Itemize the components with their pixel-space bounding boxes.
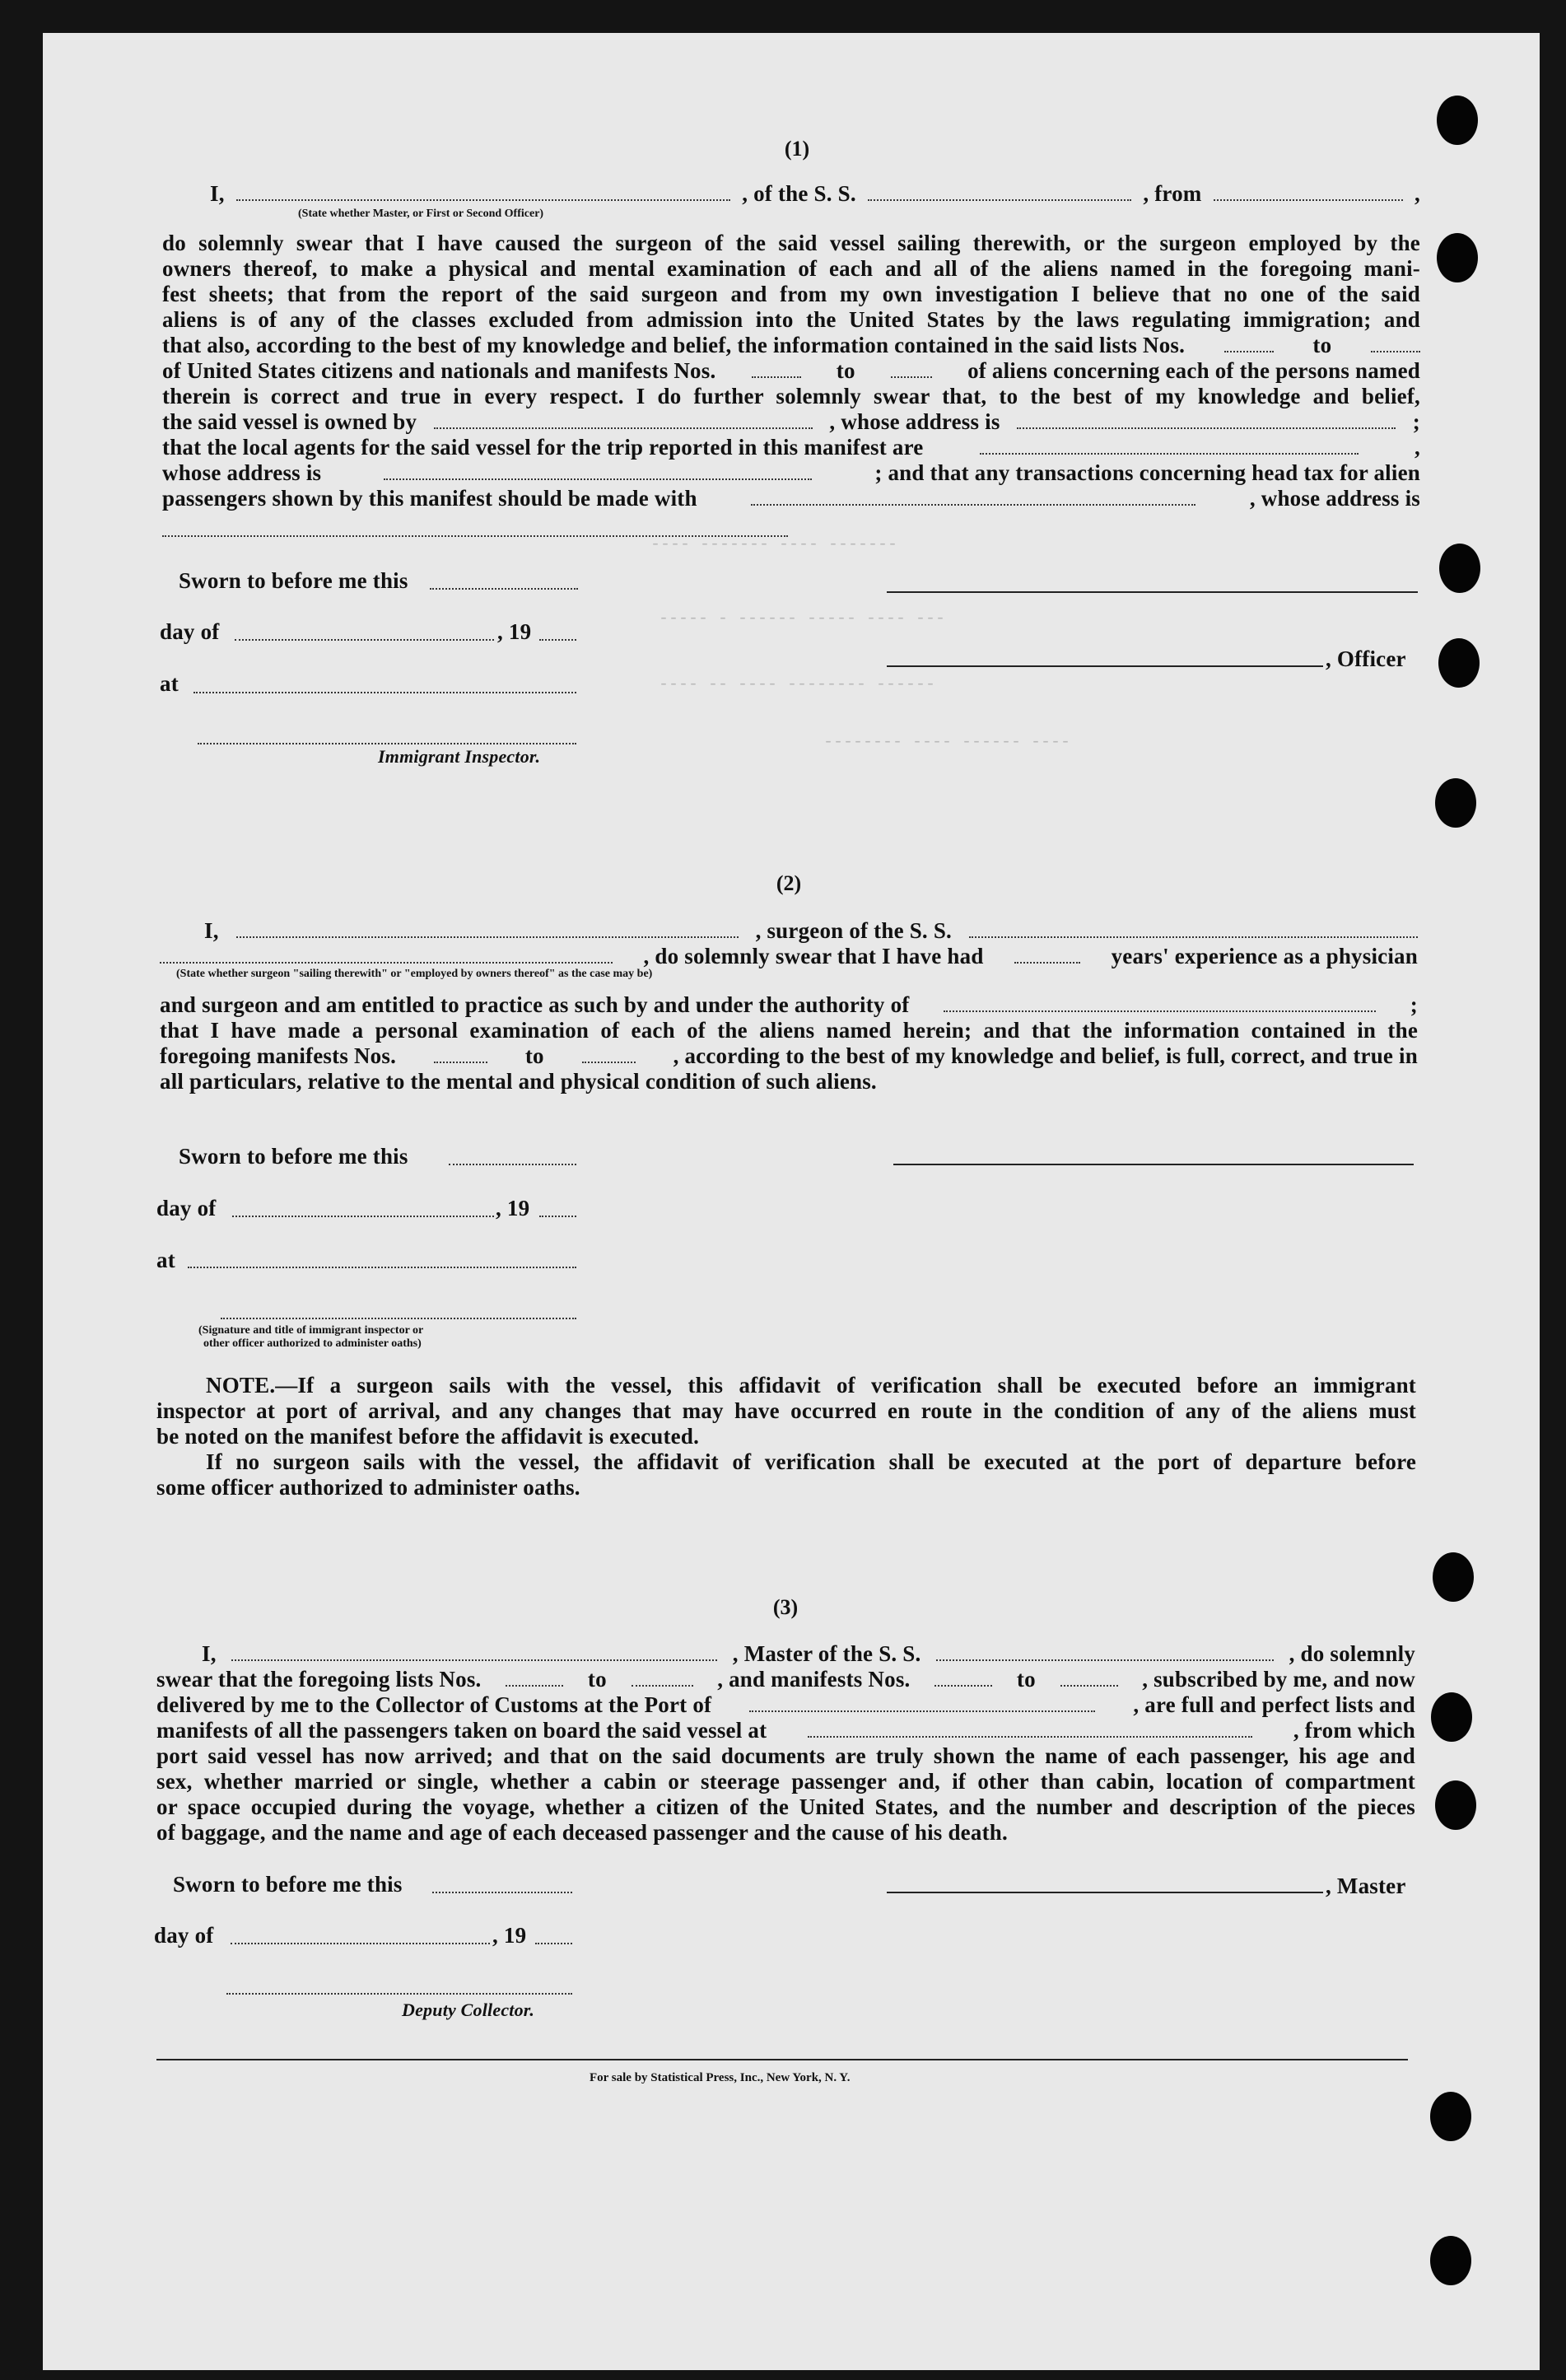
master-signature-line[interactable]	[887, 1892, 1323, 1893]
section-1-at-label: at	[160, 671, 179, 696]
owner-name-blank[interactable]	[434, 413, 813, 429]
bleed-through-marks: -------- ---- ------ ----	[823, 733, 1071, 752]
section-1-lists-line: that also, according to the best of my knowledge and belief, the information contained in the said lists Nos. to	[162, 333, 1420, 358]
note-line: inspector at port of arrival, and any changes that may have occurred en route in the condition of any of the aliens must	[156, 1398, 1416, 1423]
section-1-owner-line: the said vessel is owned by , whose address is ;	[162, 409, 1420, 434]
punch-hole	[1437, 233, 1478, 282]
section-1-paragraph-line: do solemnly swear that I have caused the surgeon of the said vessel sailing therewith, or the surgeon employed by the	[162, 231, 1420, 255]
section-2-manifests-from-blank[interactable]	[434, 1047, 487, 1063]
section-2-first-line: I, , surgeon of the S. S.	[204, 918, 1418, 944]
section-2-month-blank[interactable]	[232, 1216, 494, 1217]
section-2-vessel-blank[interactable]	[969, 922, 1418, 938]
section-1-manifests-line: of United States citizens and nationals and manifests Nos. to of aliens concerning each of the persons named	[162, 358, 1420, 383]
section-3-number: (3)	[772, 1595, 799, 1619]
officer-label: , Officer	[1326, 646, 1406, 671]
punch-hole	[1438, 638, 1480, 688]
section-2-dayof-label: day of	[156, 1196, 217, 1220]
section-3-month-blank[interactable]	[231, 1943, 490, 1944]
section-3-dayof-label: day of	[154, 1923, 214, 1948]
punch-hole	[1439, 544, 1480, 593]
boarding-port-blank[interactable]	[808, 1721, 1252, 1738]
section-2-paragraph-line: all particulars, relative to the mental and physical condition of such aliens.	[160, 1069, 877, 1094]
section-1-year-label: , 19	[497, 619, 532, 644]
punch-hole	[1433, 1552, 1474, 1602]
punch-hole	[1430, 2092, 1471, 2141]
section-1-paragraph-line: owners thereof, to make a physical and mental examination of each and all of the aliens named in the foregoing mani-	[162, 256, 1420, 281]
note-line: some officer authorized to administer oaths.	[156, 1475, 580, 1500]
head-tax-address-blank[interactable]	[162, 535, 788, 537]
section-3-paragraph-line: port said vessel has now arrived; and that on the said documents are truly shown the name of each passenger, his age and	[156, 1743, 1415, 1768]
vessel-name-blank[interactable]	[868, 184, 1131, 201]
section-3-lists-from-blank[interactable]	[506, 1670, 563, 1687]
lists-to-blank[interactable]	[1371, 336, 1420, 352]
punch-hole	[1430, 2236, 1471, 2285]
section-3-paragraph-line: sex, whether married or single, whether a cabin or steerage passenger and, if other than cabin, location of compartment	[156, 1769, 1415, 1794]
section-3-port-line: delivered by me to the Collector of Customs at the Port of , are full and perfect lists and	[156, 1692, 1415, 1717]
section-1-year-blank[interactable]	[539, 639, 576, 641]
section-1-agents-line: that the local agents for the said vessel for the trip reported in this manifest are ,	[162, 435, 1420, 460]
section-2-at-label: at	[156, 1248, 175, 1272]
section-1-dayof-label: day of	[160, 619, 220, 644]
section-2-experience-line: , do solemnly swear that I have had years' experience as a physician	[160, 944, 1418, 969]
immigrant-inspector-label: Immigrant Inspector.	[378, 746, 541, 767]
section-1-paragraph-line: fest sheets; that from the report of the said surgeon and from my own investigation I believe that no one of the said	[162, 282, 1420, 306]
master-name-blank[interactable]	[231, 1645, 717, 1661]
section-2-manifests-line: foregoing manifests Nos. to , according to the best of my knowledge and belief, is full, correct, and true in	[160, 1043, 1418, 1068]
customs-port-blank[interactable]	[749, 1696, 1095, 1712]
head-tax-party-blank[interactable]	[751, 489, 1195, 506]
local-agents-blank[interactable]	[980, 438, 1359, 455]
section-1-month-blank[interactable]	[235, 639, 494, 641]
section-3-year-blank[interactable]	[535, 1943, 572, 1944]
section-2-place-blank[interactable]	[188, 1267, 576, 1268]
section-3-vessel-blank[interactable]	[936, 1645, 1274, 1661]
section-1-sworn-day-blank[interactable]	[430, 588, 578, 590]
bleed-through-marks: ---- ------- ---- -------	[650, 535, 898, 554]
officer-signature-line[interactable]	[887, 591, 1418, 593]
master-label: , Master	[1326, 1874, 1406, 1898]
section-3-manifests-from-blank[interactable]	[934, 1670, 992, 1687]
section-3-boarding-line: manifests of all the passengers taken on board the said vessel at , from which	[156, 1718, 1415, 1743]
bleed-through-marks: ----- - ------ ----- ---- ---	[659, 609, 946, 628]
section-2-authority-line: and surgeon and am entitled to practice as such by and under the authority of ;	[160, 992, 1418, 1017]
section-3-sworn-day-blank[interactable]	[432, 1892, 572, 1893]
manifests-from-blank[interactable]	[752, 362, 801, 378]
section-2-sworn-day-blank[interactable]	[449, 1164, 576, 1165]
officer-name-blank[interactable]	[236, 184, 730, 201]
section-2-manifests-to-blank[interactable]	[582, 1047, 636, 1063]
section-2-number: (2)	[776, 871, 802, 895]
immigrant-inspector-signature-line[interactable]	[198, 743, 576, 744]
note-line: If no surgeon sails with the vessel, the affidavit of verification shall be executed at the port of departure before	[206, 1449, 1416, 1474]
inspector-signature-caption: (Signature and title of immigrant inspector or	[198, 1324, 424, 1337]
section-1-paragraph-line: aliens is of any of the classes excluded from admission into the United States by the laws regulating immigration; and	[162, 307, 1420, 332]
surgeon-signature-line[interactable]	[893, 1164, 1414, 1165]
deputy-collector-label: Deputy Collector.	[402, 2000, 535, 2020]
section-1-head-tax-line: passengers shown by this manifest should be made with , whose address is	[162, 486, 1420, 511]
section-3-sworn-label: Sworn to before me this	[173, 1872, 403, 1897]
note-line: NOTE.—If a surgeon sails with the vessel, this affidavit of verification shall be executed before an immigrant	[206, 1373, 1416, 1398]
licensing-authority-blank[interactable]	[944, 996, 1376, 1012]
departure-port-blank[interactable]	[1214, 184, 1403, 201]
punch-hole	[1435, 778, 1476, 828]
section-1-first-line: I, , of the S. S. , from ,	[210, 181, 1420, 206]
section-3-lists-line: swear that the foregoing lists Nos. to , and manifests Nos. to , subscribed by me, and now	[156, 1667, 1415, 1692]
years-experience-blank[interactable]	[1014, 947, 1080, 964]
section-1-agents-address-line: whose address is ; and that any transactions concerning head tax for alien	[162, 460, 1420, 485]
owner-address-blank[interactable]	[1017, 413, 1396, 429]
section-3-lists-to-blank[interactable]	[632, 1670, 693, 1687]
section-3-year-label: , 19	[492, 1923, 527, 1948]
printer-imprint: For sale by Statistical Press, Inc., New York, N. Y.	[590, 2071, 851, 2084]
bleed-through-marks: ---- -- ---- -------- ------	[659, 675, 936, 694]
officer-title-line[interactable]	[887, 665, 1323, 667]
footer-rule	[156, 2059, 1408, 2060]
inspector-signature-caption: other officer authorized to administer oaths)	[203, 1337, 422, 1350]
section-1-paragraph-line: therein is correct and true in every respect. I do further solemnly swear that, to the best of my knowledge and belief,	[162, 384, 1420, 408]
deputy-collector-signature-line[interactable]	[226, 1993, 572, 1995]
section-3-first-line: I, , Master of the S. S. , do solemnly	[202, 1641, 1415, 1666]
section-1-sworn-label: Sworn to before me this	[179, 568, 408, 593]
agents-address-blank[interactable]	[384, 464, 812, 480]
surgeon-status-instruction: (State whether surgeon "sailing therewith" or "employed by owners thereof" as the case may be)	[176, 968, 653, 980]
surgeon-status-blank[interactable]	[160, 947, 613, 964]
punch-hole	[1435, 1780, 1476, 1830]
section-1-place-blank[interactable]	[193, 692, 576, 693]
section-3-paragraph-line: or space occupied during the voyage, whether a citizen of the United States, and the number and description of the pieces	[156, 1794, 1415, 1819]
inspector-signature-line[interactable]	[221, 1318, 576, 1319]
surgeon-name-blank[interactable]	[236, 922, 739, 938]
section-3-manifests-to-blank[interactable]	[1060, 1670, 1118, 1687]
note-line: be noted on the manifest before the affidavit is executed.	[156, 1424, 700, 1449]
manifests-to-blank[interactable]	[891, 362, 932, 378]
officer-rank-instruction: (State whether Master, or First or Second Officer)	[298, 208, 544, 220]
punch-hole	[1437, 96, 1478, 145]
section-2-year-blank[interactable]	[539, 1216, 576, 1217]
section-2-year-label: , 19	[496, 1196, 530, 1220]
section-1-number: (1)	[784, 137, 810, 161]
punch-hole	[1431, 1692, 1472, 1742]
lists-from-blank[interactable]	[1224, 336, 1274, 352]
section-2-sworn-label: Sworn to before me this	[179, 1144, 408, 1169]
section-2-paragraph-line: that I have made a personal examination of each of the aliens named herein; and that the information contained in the	[160, 1018, 1418, 1043]
section-3-paragraph-line: of baggage, and the name and age of each deceased passenger and the cause of his death.	[156, 1820, 1008, 1845]
